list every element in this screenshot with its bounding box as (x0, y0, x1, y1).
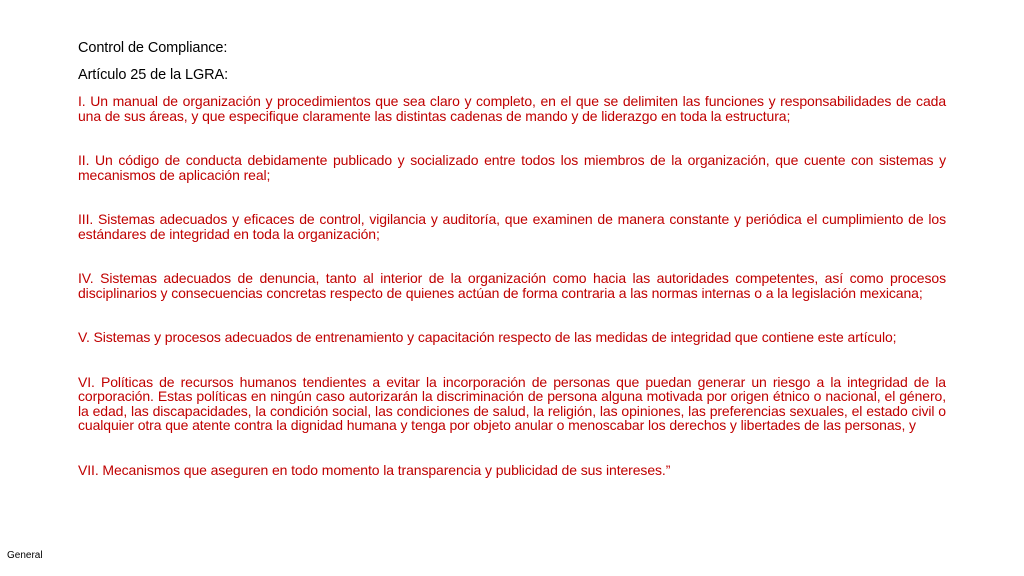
document-subtitle: Artículo 25 de la LGRA: (78, 67, 229, 83)
article-item-7: VII. Mecanismos que aseguren en todo momento la transparencia y publicidad de sus intereses.” (78, 461, 671, 478)
article-item-5: V. Sistemas y procesos adecuados de entrenamiento y capacitación respecto de las medidas de integridad que contiene este artículo; (78, 329, 897, 345)
article-item-2: II. Un código de conducta debidamente publicado y socializado entre todos los miembros de la organización, que cuente con sistemas y mecanismos de aplicación real; (78, 152, 946, 183)
slide-content (78, 40, 946, 477)
sensitivity-label: General (7, 550, 43, 561)
article-item-4: IV. Sistemas adecuados de denuncia, tanto al interior de la organización como hacia las autoridades competentes, así como procesos disciplinarios y consecuencias concretas respecto de quienes actúan de forma contraria a las normas internas o a la legislación mexicana; (78, 270, 946, 301)
article-item-3: III. Sistemas adecuados y eficaces de control, vigilancia y auditoría, que examinen de manera constante y periódica el cumplimiento de los estándares de integridad en toda la organización; (78, 211, 946, 242)
article-item-1: I. Un manual de organización y procedimientos que sea claro y completo, en el que se delimiten las funciones y responsabilidades de cada una de sus áreas, y que especifique claramente las distintas cadenas de mando y de liderazgo en toda la estructura; (78, 93, 946, 124)
article-item-6: VI. Políticas de recursos humanos tendientes a evitar la incorporación de personas que puedan generar un riesgo a la integridad de la corporación. Estas políticas en ningún caso autorizarán la discriminación de persona alguna motivada por origen étnico o nacional, el género, la edad, las discapacidades, la condición social, las condiciones de salud, la religión, las opiniones, las preferencias sexuales, el estado civil o cualquier otra que atente contra la dignidad humana y tenga por objeto anular o menoscabar los derechos y libertades de las personas, y (78, 373, 946, 433)
document-title: Control de Compliance: (78, 40, 228, 56)
